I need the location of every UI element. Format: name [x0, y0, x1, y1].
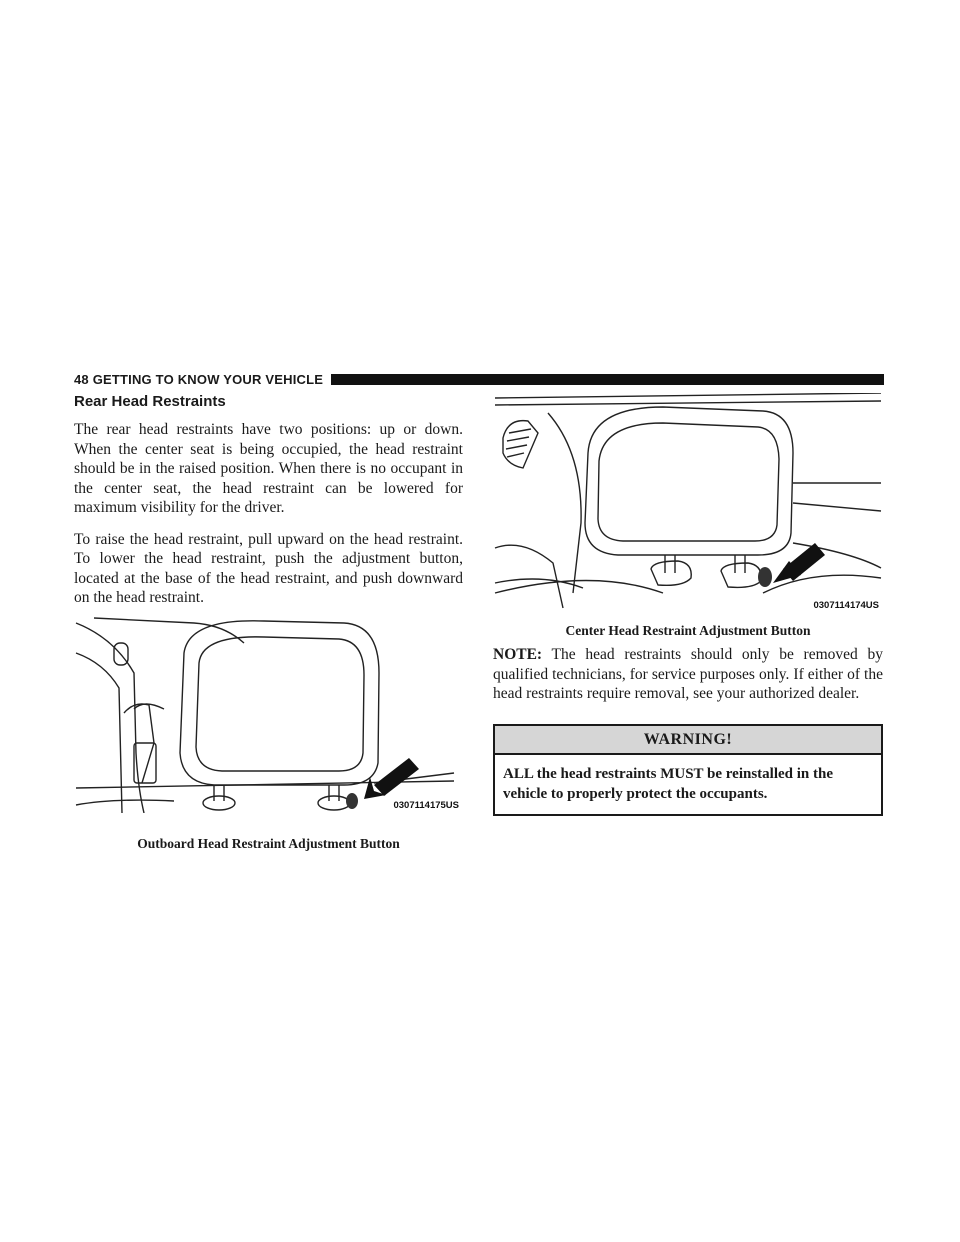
section-title: Rear Head Restraints — [74, 393, 226, 410]
warning-text: ALL the head restraints MUST be reinstalled in the vehicle to properly protect the occupants. — [503, 765, 834, 802]
center-restraint-figure — [493, 393, 883, 613]
note-text: The head restraints should only be removed by qualified technicians, for service purposes only. If either of the head restraints require removal, see your authorized dealer. — [493, 646, 883, 702]
figure-code: 0307114174US — [813, 600, 879, 611]
paragraph-adjust: To raise the head restraint, pull upward on the head restraint. To lower the head restraint, push the adjustment button, located at the base of the head restraint, and push downward on the head restraint. — [74, 530, 463, 606]
warning-box — [493, 724, 883, 816]
outboard-restraint-figure — [74, 613, 463, 813]
page-number-and-chapter: 48 GETTING TO KNOW YOUR VEHICLE — [74, 371, 324, 387]
outboard-restraint-illustration — [74, 613, 463, 813]
center-figure-caption: Center Head Restraint Adjustment Button — [565, 623, 811, 638]
left-column — [74, 393, 463, 851]
right-column — [493, 393, 883, 816]
running-header — [74, 371, 884, 387]
warning-title: WARNING! — [495, 726, 881, 755]
outboard-figure-caption: Outboard Head Restraint Adjustment Button — [137, 836, 400, 851]
header-rule — [331, 374, 884, 385]
center-restraint-illustration — [493, 393, 883, 613]
note-paragraph — [493, 645, 883, 704]
note-label: NOTE: — [493, 646, 543, 663]
figure-code: 0307114175US — [393, 800, 459, 811]
paragraph-positions: The rear head restraints have two positions: up or down. When the center seat is being occupied, the head restraint should be in the raised position. When there is no occupant in the center seat, the head restraint can be lowered for maximum visibility for the driver. — [74, 421, 463, 516]
